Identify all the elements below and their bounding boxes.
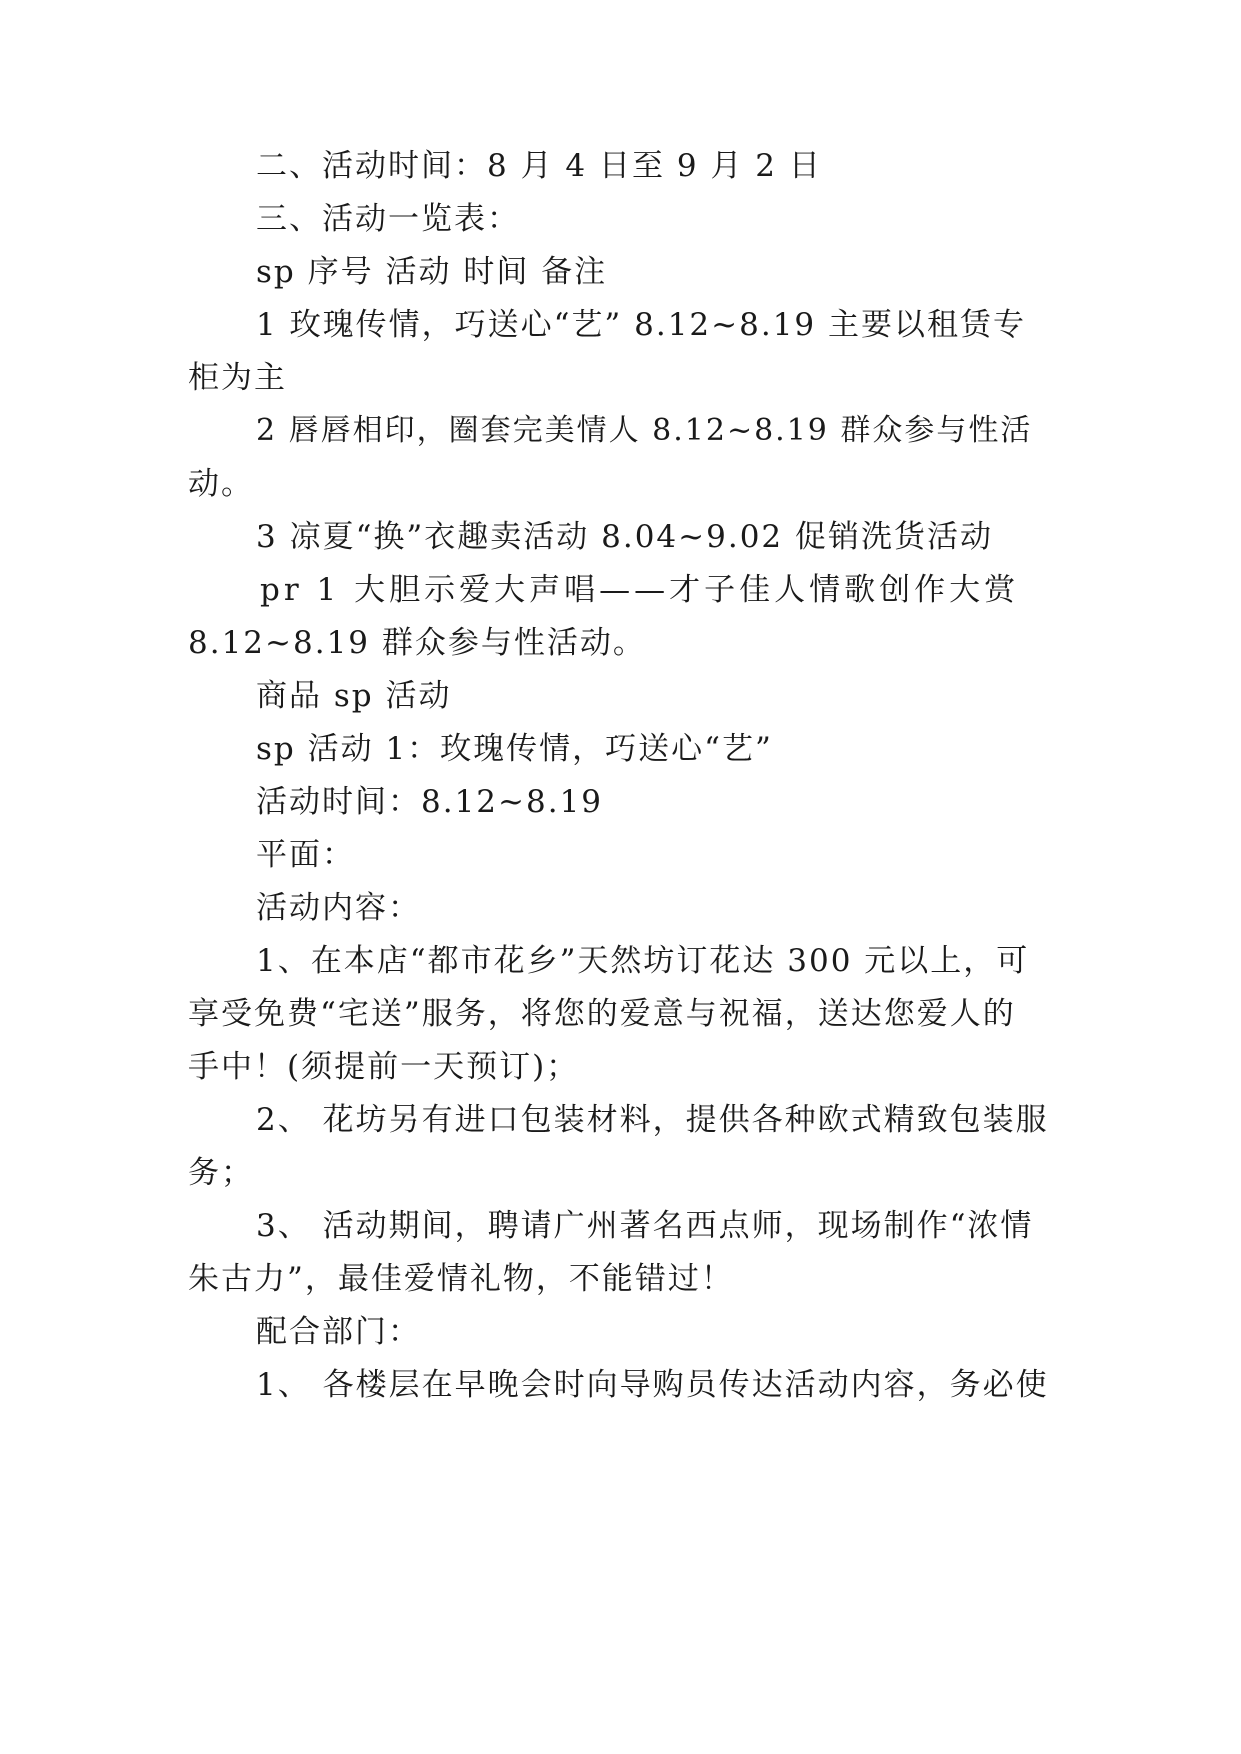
text-line: 朱古力”，最佳爱情礼物，不能错过！ — [188, 1261, 734, 1297]
text-line: 1、 各楼层在早晚会时向导购员传达活动内容，务必使 — [256, 1367, 1049, 1403]
text-line: 1 玫瑰传情，巧送心“艺” 8.12~8.19 主要以租赁专 — [256, 307, 1027, 343]
text-line: sp 序号 活动 时间 备注 — [256, 254, 608, 290]
text-line: 务； — [188, 1155, 254, 1191]
text-line: 三、活动一览表： — [256, 201, 520, 237]
text-line: 3 凉夏“换”衣趣卖活动 8.04~9.02 促销洗货活动 — [256, 519, 994, 555]
text-line: 2 唇唇相印，圈套完美情人 8.12~8.19 群众参与性活 — [256, 413, 1033, 448]
text-line: 2、 花坊另有进口包装材料，提供各种欧式精致包装服 — [256, 1102, 1049, 1138]
text-line: 配合部门： — [256, 1314, 421, 1350]
text-line: sp 活动 1：玫瑰传情，巧送心“艺” — [256, 731, 773, 767]
text-line: 手中！(须提前一天预订)； — [188, 1049, 580, 1085]
text-line: 平面： — [256, 837, 355, 873]
text-line: 活动时间：8.12~8.19 — [256, 784, 604, 820]
text-line: 商品 sp 活动 — [256, 678, 452, 714]
text-line: pr 1 大胆示爱大声唱——才子佳人情歌创作大赏 — [260, 572, 1020, 608]
text-line: 二、活动时间：8 月 4 日至 9 月 2 日 — [256, 148, 822, 184]
text-line: 柜为主 — [188, 360, 287, 396]
text-line: 享受免费“宅送”服务，将您的爱意与祝福，送达您爱人的 — [188, 996, 1016, 1032]
text-line: 3、 活动期间，聘请广州著名西点师，现场制作“浓情 — [256, 1208, 1034, 1244]
text-line: 活动内容： — [256, 890, 421, 926]
text-line: 8.12~8.19 群众参与性活动。 — [188, 625, 646, 661]
text-line: 1、在本店“都市花乡”天然坊订花达 300 元以上，可 — [256, 943, 1030, 979]
text-line: 动。 — [188, 466, 254, 502]
